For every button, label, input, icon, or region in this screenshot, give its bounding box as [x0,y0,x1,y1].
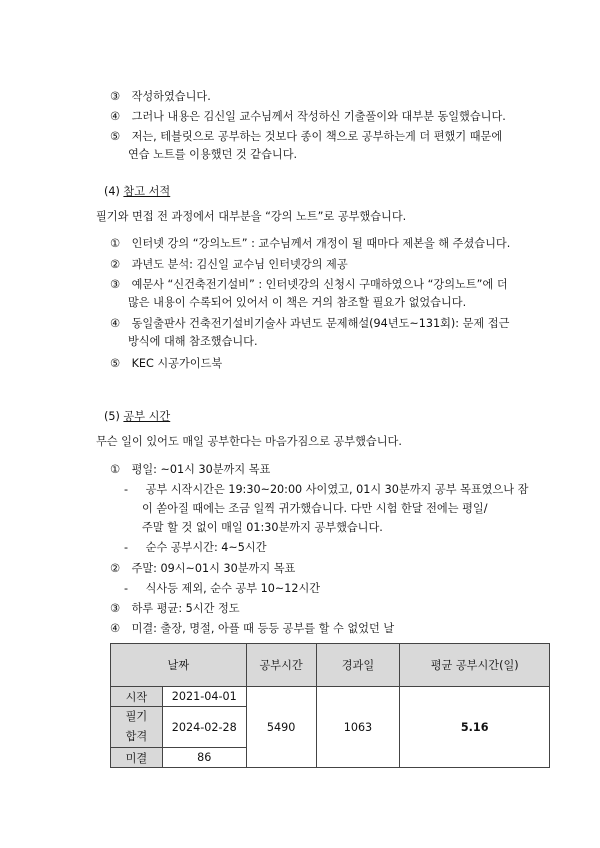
list-text: 저는, 테블릿으로 공부하는 것보다 종이 책으로 공부하는게 더 편했기 때문에 [131,130,503,143]
list-item [110,562,295,576]
study-time-table [110,643,550,768]
list-text: 그러나 내용은 김신일 교수님께서 작성하신 기출풀이와 대부분 동일했습니다. [131,110,506,123]
list-text-continued: 방식에 대해 참조했습니다. [128,335,258,348]
row-label: 시작 [111,687,163,707]
list-number: ④ [110,110,121,123]
list-text: 작성하였습니다. [131,90,211,103]
section-heading [104,185,170,199]
dash-marker: - [124,541,129,554]
section-number: (5) [104,410,120,423]
section-title: 참고 서적 [123,185,171,198]
list-text: KEC 시공가이드북 [131,357,223,370]
list-item [110,622,394,636]
list-text: 미결: 출장, 명절, 아플 때 등등 공부를 할 수 없었던 날 [131,622,395,635]
dash-marker: - [124,582,129,595]
list-number: ⑤ [110,357,121,370]
list-item [110,130,502,144]
list-text: 예문사 “신건축전기설비” : 인터넷강의 신청시 구매하였으나 “강의노트”에 더 [131,278,508,291]
sub-item-text: 공부 시작시간은 19:30~20:00 사이였고, 01시 30분까지 공부 목표였으나 잠 [145,483,529,496]
list-text: 과년도 분석: 김신일 교수님 인터넷강의 제공 [131,258,348,271]
header-date: 날짜 [111,644,247,687]
list-text-continued: 많은 내용이 수록되어 있어서 이 책은 거의 참조할 필요가 없었습니다. [128,296,467,309]
list-item [110,357,222,371]
dash-marker: - [124,483,129,496]
section-title: 공부 시간 [123,410,171,423]
header-study-hours: 공부시간 [246,644,316,687]
table-row [111,687,550,707]
section-intro: 필기와 면접 전 과정에서 대부분을 “강의 노트”로 공부했습니다. [96,210,407,223]
sub-item-continued: 주말 할 것 없이 매일 01:30분까지 공부했습니다. [142,521,383,534]
section-heading [104,410,170,424]
list-number: ④ [110,317,121,330]
list-number: ② [110,562,121,575]
list-item [110,90,211,104]
list-text: 인터넷 강의 “강의노트” : 교수님께서 개정이 될 때마다 제본을 해 주셨습니다. [131,237,511,250]
list-item [110,602,240,616]
list-text: 하루 평균: 5시간 정도 [131,602,240,615]
list-number: ① [110,237,121,250]
elapsed-days-value: 1063 [316,687,400,768]
header-average-hours: 평균 공부시간(일) [400,644,550,687]
sub-item-continued: 이 쏟아질 때에는 조금 일찍 귀가했습니다. 다만 시험 한달 전에는 평일/ [142,502,488,515]
list-text: 평일: ~01시 30분까지 목표 [131,463,271,476]
list-number: ④ [110,622,121,635]
sub-item-text: 식사등 제외, 순수 공부 10~12시간 [145,582,321,595]
list-item [110,110,506,124]
sub-item [124,541,267,555]
study-hours-value: 5490 [246,687,316,768]
row-value: 2021-04-01 [162,687,246,707]
row-value: 2024-02-28 [162,707,246,748]
row-label: 미결 [111,748,163,768]
average-hours-value: 5.16 [400,687,550,768]
list-text-continued: 연습 노트를 이용했던 것 같습니다. [128,148,298,161]
list-number: ③ [110,278,121,291]
section-intro: 무슨 일이 있어도 매일 공부한다는 마음가짐으로 공부했습니다. [96,435,402,448]
list-text: 동일출판사 건축전기설비기술사 과년도 문제해설(94년도~131회): 문제 접근 [131,317,510,330]
row-value: 86 [162,748,246,768]
list-item [110,237,510,251]
table-header-row [111,644,550,687]
header-elapsed-days: 경과일 [316,644,400,687]
sub-item [124,582,320,596]
sub-item [124,483,528,497]
list-number: ③ [110,90,121,103]
list-item [110,278,508,292]
sub-item-text: 순수 공부시간: 4~5시간 [145,541,267,554]
list-number: ② [110,258,121,271]
list-number: ③ [110,602,121,615]
list-number: ⑤ [110,130,121,143]
list-item [110,258,348,272]
list-text: 주말: 09시~01시 30분까지 목표 [131,562,296,575]
list-number: ① [110,463,121,476]
list-item [110,463,270,477]
section-number: (4) [104,185,120,198]
list-item [110,317,509,331]
row-label: 필기 합격 [111,707,163,748]
